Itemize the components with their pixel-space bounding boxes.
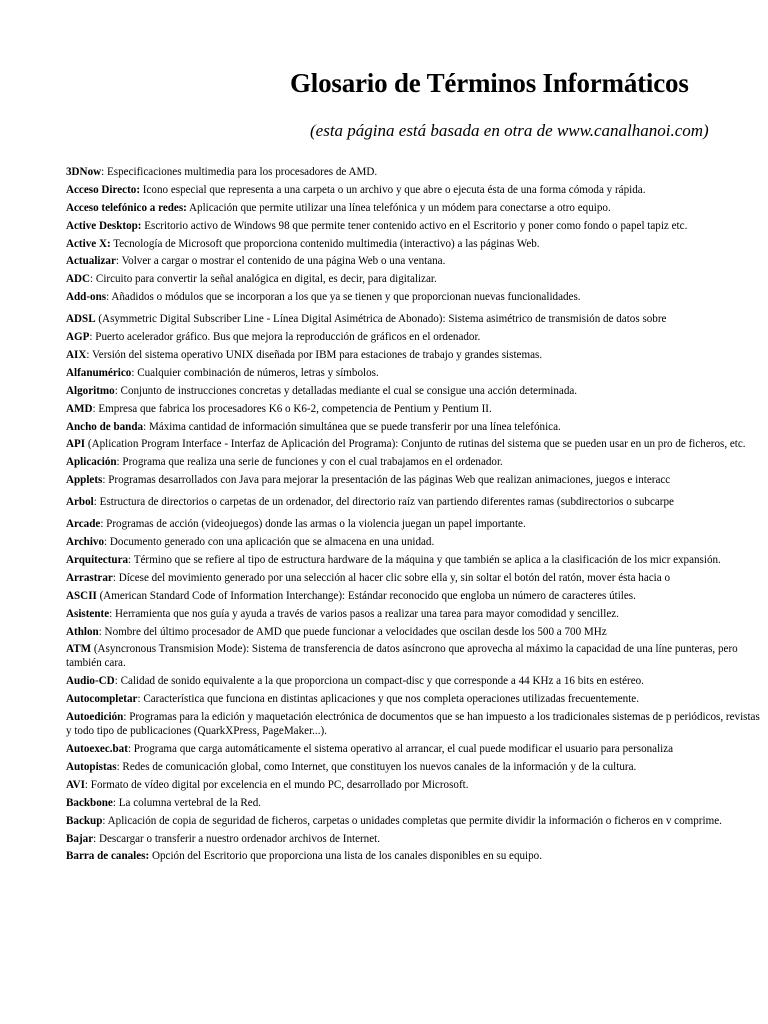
glossary-term: Athlon: [66, 625, 99, 638]
glossary-term: Active X:: [66, 237, 111, 250]
glossary-definition: Añadidos o módulos que se incorporan a los que ya se tienen y que proporcionan nuevas funcionalidades.: [109, 291, 581, 304]
glossary-definition: Aplicación de copia de seguridad de ficheros, carpetas o unidades completas que permite dividir la información o ficheros en v comprime.: [105, 814, 722, 827]
glossary-definition: Programas de acción (videojuegos) donde las armas o la violencia juegan un papel importante.: [103, 518, 526, 531]
glossary-separator: :: [93, 832, 97, 845]
glossary-separator: :: [131, 366, 135, 379]
glossary-entry: [66, 254, 768, 268]
glossary-term: Asistente: [66, 607, 110, 620]
glossary-term: Autopistas: [66, 760, 117, 773]
glossary-entry: [66, 849, 768, 863]
glossary-term: Arbol: [66, 496, 94, 509]
glossary-separator: :: [127, 743, 132, 756]
glossary-definition: Término que se refiere al tipo de estructura hardware de la máquina y que también se aplica a la clasificación de los micr expansión.: [131, 554, 721, 567]
glossary-entry: [66, 165, 768, 179]
glossary-entry: [66, 384, 768, 398]
glossary-entry: [66, 742, 768, 756]
glossary-definition: Versión del sistema operativo UNIX diseñada por IBM para estaciones de trabajo y grandes sistemas.: [89, 349, 543, 362]
glossary-entry: [66, 420, 768, 434]
glossary-entry: [66, 183, 768, 197]
glossary-definition: Máxima cantidad de información simultánea que se puede transferir por una línea telefónica.: [146, 420, 561, 433]
glossary-term: Ancho de banda: [66, 420, 144, 433]
glossary-separator: :: [128, 554, 132, 567]
glossary-separator: :: [98, 625, 102, 638]
glossary-definition: Descargar o transferir a nuestro ordenador archivos de Internet.: [96, 832, 381, 845]
glossary-definition: Documento generado con una aplicación que se almacena en una unidad.: [107, 536, 435, 549]
glossary-definition: Programas para la edición y maquetación electrónica de documentos que se han impuesto a los tradicionales sistemas de p periódicos, revistas y todo tipo de publicaciones (QuarkXPress, PageMaker...).: [66, 711, 760, 738]
glossary-entry: [66, 625, 768, 639]
glossary-separator: :: [116, 760, 120, 773]
glossary-definition: Característica que funciona en distintas aplicaciones y que nos completa operaciones utilizadas frecuentemente.: [140, 693, 639, 706]
glossary-entry: [66, 473, 768, 487]
glossary-separator: :: [90, 273, 94, 286]
glossary-definition: Opción del Escritorio que proporciona una lista de los canales disponibles en su equipo.: [149, 850, 542, 863]
glossary-term: ATM: [66, 643, 92, 656]
glossary-term: AIX: [66, 349, 87, 362]
glossary-entry: [66, 455, 768, 469]
glossary-entry: [66, 402, 768, 416]
glossary-separator: :: [89, 331, 93, 344]
glossary-entry: [66, 589, 768, 603]
glossary-term: Acceso telefónico a redes:: [66, 201, 187, 214]
glossary-definition: (Asymmetric Digital Subscriber Line - Línea Digital Asimétrica de Abonado): Sistema asimétrico de transmisión de datos sobre: [95, 313, 667, 326]
glossary-separator: :: [109, 607, 113, 620]
glossary-term: Alfanumérico: [66, 366, 132, 379]
glossary-entry: [66, 778, 768, 792]
glossary-separator: :: [123, 711, 127, 724]
glossary-entry: [66, 796, 768, 810]
glossary-definition: Escritorio activo de Windows 98 que permite tener contenido activo en el Escritorio y poner como fondo o papel tapiz etc.: [141, 219, 688, 232]
glossary-term: Acceso Directo:: [66, 183, 141, 196]
glossary-entry: [66, 642, 768, 670]
glossary-term: ADSL: [66, 313, 96, 326]
glossary-term: Arrastrar: [66, 571, 113, 584]
glossary-entry: [66, 201, 768, 215]
glossary-definition: Programa que carga automáticamente el sistema operativo al arrancar, el cual puede modificar el usuario para personaliza: [131, 743, 674, 756]
glossary-entry: [66, 312, 768, 326]
glossary-definition: Calidad de sonido equivalente a la que proporciona un compact-disc y que corresponde a 44 KHz a 16 bits en estéreo.: [117, 675, 644, 688]
glossary-term: Actualizar: [66, 255, 116, 268]
glossary-term: Applets: [66, 474, 103, 487]
glossary-definition: La columna vertebral de la Red.: [115, 796, 262, 809]
glossary-entry: [66, 272, 768, 286]
glossary-definition: Tecnología de Microsoft que proporciona contenido multimedia (interactivo) a las páginas Web.: [110, 237, 540, 250]
glossary-term: Algoritmo: [66, 384, 115, 397]
glossary-definition: (Asyncronous Transmision Mode): Sistema de transferencia de datos asíncrono que aprovecha al máximo la capacidad de una líne punteras, pero también cara.: [66, 643, 738, 670]
glossary-separator: :: [115, 255, 119, 268]
glossary-term: Aplicación: [66, 456, 117, 469]
glossary-definition: Aplicación que permite utilizar una línea telefónica y un módem para conectarse a otro equipo.: [186, 201, 611, 214]
glossary-definition: Redes de comunicación global, como Internet, que constituyen los nuevos canales de la información y de la cultura.: [119, 760, 637, 773]
glossary-term: ASCII: [66, 589, 97, 602]
glossary-definition: Cualquier combinación de números, letras y símbolos.: [134, 366, 379, 379]
glossary-term: API: [66, 438, 86, 451]
glossary-definition: Nombre del último procesador de AMD que puede funcionar a velocidades que oscilan desde los 500 a 700 MHz: [101, 625, 607, 638]
glossary-entry: [66, 290, 768, 304]
glossary-term: Audio-CD: [66, 675, 115, 688]
glossary-separator: :: [116, 456, 120, 469]
glossary-term: ADC: [66, 273, 91, 286]
glossary-separator: :: [112, 571, 116, 584]
glossary-term: Autoexec.bat: [66, 743, 128, 756]
glossary-entry: [66, 517, 768, 531]
glossary-definition: Especificaciones multimedia para los procesadores de AMD.: [104, 166, 378, 178]
glossary-term: Bajar: [66, 832, 94, 845]
glossary-term: Backup: [66, 814, 103, 827]
glossary-definition: Conjunto de instrucciones concretas y detalladas mediante el cual se consigue una acción determinada.: [117, 384, 578, 397]
glossary-definition: Herramienta que nos guía y ayuda a través de varios pasos a realizar una tarea para mayor comodidad y sencillez.: [112, 607, 619, 620]
glossary-separator: :: [104, 536, 108, 549]
page-subtitle: (esta página está basada en otra de www.canalhanoi.com): [310, 121, 709, 140]
page-title: Glosario de Términos Informáticos: [290, 68, 689, 98]
glossary-entry: [66, 710, 768, 738]
glossary-entry: [66, 692, 768, 706]
glossary-list: [66, 165, 768, 867]
glossary-separator: :: [102, 814, 106, 827]
glossary-entry: [66, 366, 768, 380]
glossary-entry: [66, 607, 768, 621]
glossary-separator: :: [143, 420, 147, 433]
glossary-definition: Circuito para convertir la señal analógica en digital, es decir, para digitalizar.: [93, 273, 437, 286]
glossary-entry: [66, 330, 768, 344]
glossary-term: AMD: [66, 402, 93, 415]
glossary-separator: :: [84, 778, 89, 791]
glossary-term: 3DNow: [66, 166, 102, 178]
glossary-definition: Programa que realiza una serie de funciones y con el cual trabajamos en el ordenador.: [119, 456, 503, 469]
glossary-term: AVI: [66, 778, 85, 791]
glossary-definition: (American Standard Code of Information Interchange): Estándar reconocido que engloba un número de caracteres útiles.: [96, 589, 636, 602]
glossary-term: Barra de canales:: [66, 850, 150, 863]
glossary-entry: [66, 437, 768, 451]
glossary-definition: Formato de vídeo digital por excelencia en el mundo PC, desarrollado por Microsoft.: [88, 778, 469, 791]
glossary-separator: :: [137, 693, 141, 706]
glossary-term: AGP: [66, 331, 90, 344]
glossary-entry: [66, 219, 768, 233]
glossary-separator: :: [114, 675, 118, 688]
glossary-entry: [66, 674, 768, 688]
glossary-term: Archivo: [66, 536, 105, 549]
glossary-separator: :: [102, 474, 106, 487]
glossary-definition: Icono especial que representa a una carpeta o un archivo y que abre o ejecuta ésta de una forma cómoda y rápida.: [140, 183, 646, 196]
glossary-separator: :: [100, 518, 104, 531]
glossary-entry: [66, 832, 768, 846]
glossary-definition: Programas desarrollados con Java para mejorar la presentación de las páginas Web que realizan animaciones, juegos e interacc: [105, 474, 671, 487]
glossary-definition: Empresa que fabrica los procesadores K6 o K6-2, competencia de Pentium y Pentium II.: [95, 402, 492, 415]
glossary-separator: :: [101, 166, 105, 178]
glossary-separator: :: [112, 796, 116, 809]
glossary-definition: Volver a cargar o mostrar el contenido de una página Web o una ventana.: [119, 255, 446, 268]
glossary-entry: [66, 348, 768, 362]
glossary-definition: Puerto acelerador gráfico. Bus que mejora la reproducción de gráficos en el ordenador.: [92, 331, 481, 344]
glossary-entry: [66, 495, 768, 509]
glossary-separator: :: [92, 402, 96, 415]
glossary-entry: [66, 760, 768, 774]
glossary-separator: :: [114, 384, 118, 397]
glossary-term: Arcade: [66, 518, 101, 531]
glossary-definition: (Aplication Program Interface - Interfaz de Aplicación del Programa): Conjunto de rutinas del sistema que se pueden usar en un pro de ficheros, etc.: [85, 438, 746, 451]
glossary-definition: Dícese del movimiento generado por una selección al hacer clic sobre ella y, sin soltar el botón del ratón, mover ésta hacia o: [115, 571, 670, 584]
glossary-term: Backbone: [66, 796, 113, 809]
glossary-term: Autoedición: [66, 711, 124, 724]
glossary-entry: [66, 237, 768, 251]
glossary-term: Active Desktop:: [66, 219, 142, 232]
glossary-definition: Estructura de directorios o carpetas de un ordenador, del directorio raíz van partiendo diferentes ramas (subdirectorios o subcarpe: [96, 496, 674, 509]
glossary-separator: :: [106, 291, 110, 304]
glossary-entry: [66, 571, 768, 585]
glossary-entry: [66, 553, 768, 567]
glossary-term: Autocompletar: [66, 693, 138, 706]
glossary-entry: [66, 814, 768, 828]
glossary-separator: :: [86, 349, 90, 362]
glossary-term: Arquitectura: [66, 554, 129, 567]
glossary-separator: :: [93, 496, 97, 509]
glossary-term: Add-ons: [66, 291, 107, 304]
glossary-entry: [66, 535, 768, 549]
